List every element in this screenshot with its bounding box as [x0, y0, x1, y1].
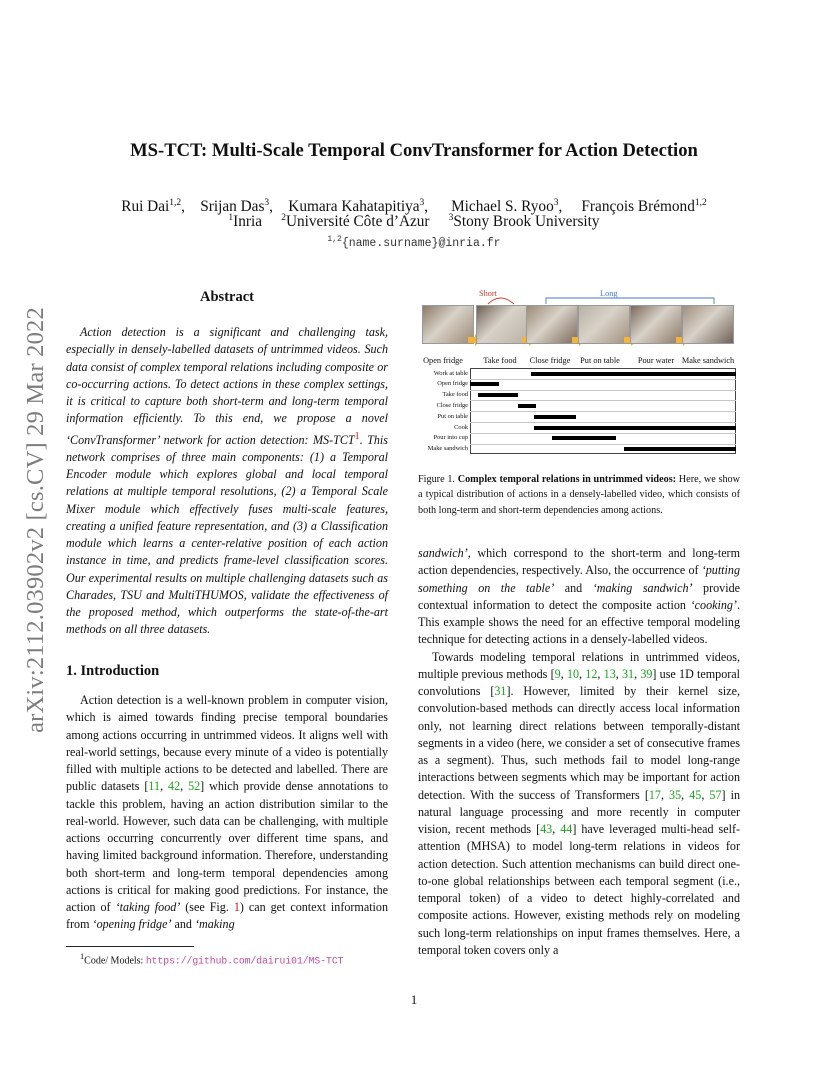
- timeline-action-bar: [470, 382, 499, 386]
- timeline-gridline: [470, 411, 736, 412]
- timeline-gridline: [470, 444, 736, 445]
- affiliations: [0, 213, 828, 231]
- affiliation: $^1$Inria: [228, 213, 263, 231]
- section-heading-introduction: 1. Introduction: [66, 663, 160, 679]
- video-frame-thumbnail: [630, 305, 682, 344]
- citation-link[interactable]: 57: [709, 787, 722, 802]
- author: Michael S. Ryoo$^3$: [451, 198, 559, 216]
- timeline-gridline: [470, 433, 736, 434]
- short-label: Short: [479, 289, 497, 298]
- frame-label: Pour water: [637, 356, 675, 365]
- timeline-gridline: [470, 379, 736, 380]
- citation-link[interactable]: 42: [168, 779, 181, 794]
- video-frame-thumbnail: [578, 305, 630, 344]
- timeline-action-bar: [478, 393, 518, 397]
- author: Rui Dai$^{1,2}$: [121, 198, 182, 216]
- citation-link[interactable]: 43: [540, 822, 553, 836]
- timeline-row-label: Put on table: [437, 412, 468, 420]
- code-url-link[interactable]: https://github.com/dairui01/MS-TCT: [145, 955, 344, 967]
- footnote-rule: [66, 946, 194, 947]
- citation-link[interactable]: 11: [148, 779, 161, 794]
- citation-link[interactable]: 10: [566, 666, 580, 681]
- right-column-body: sandwich’, which correspond to the short-term and long-term action dependencies, respectively. Also, the occurrence of ‘putting something on the table’ and ‘making sandwich’ provide contextual information to detect the composite action ‘cooking’. This example shows the need for an effective temporal modeling technique for detecting actions in a densely-labelled videos. Towards modeling temporal relations in untrimmed videos, multiple previous methods [9, 10, 12, 13, 31, 39] use 1D temporal convolutions [31]. However, limited by their kernel size, convolution-based methods can directly access local information only, not learning direct relations between temporally-distant segments in a video (here, we consider a set of consecutive frames as a segment). Thus, such methods fail to model long-range interactions between segments which may be important for action detection. With the success of Transformers [17, 35, 45, 57] in natural language processing and more recently in computer vision, recent methods [43, 44] have leveraged multi-head self-attention (MHSA) to model long-term relations in videos for action detection. Such attention mechanisms can build direct one-to-one global relationships between each temporal segment (i.e., temporal token) of a video to detect highly-correlated and composite actions. However, existing methods rely on modeling such long-term relationships on input frames themselves. Here, a temporal token covers only a: [418, 546, 741, 957]
- author: Kumara Kahatapitiya$^3$: [288, 198, 425, 216]
- timeline-gridline: [470, 400, 736, 401]
- citation-link[interactable]: 9: [554, 666, 561, 681]
- timeline-action-bar: [624, 447, 736, 451]
- citation-link[interactable]: 17: [648, 787, 661, 802]
- timeline-row-label: Work at table: [433, 369, 468, 377]
- author-email: $^{1,2}${name.surname}@inria.fr: [327, 235, 501, 250]
- action-timeline-chart: [418, 368, 740, 458]
- abstract-body: Action detection is a significant and challenging task, especially in densely-labelled datasets of untrimmed videos. Such data consist of complex temporal relations including composite or co-occurring actions. To detect actions in these complex settings, it is critical to capture both short-term and long-term temporal information efficiently. To this end, we propose a novel ‘ConvTransformer’ network for action detection: MS-TCT$^1$. This network comprises of three main components: (1) a Temporal Encoder module which explores global and local temporal relations at multiple temporal resolutions, (2) a Temporal Scale Mixer module which effectively fuses multi-scale features, creating a unified feature representation, and (3) a Classification module which learns a center-relative position of each action instance in time, and predicts frame-level classification scores. Our experimental results on multiple challenging datasets such as Charades, TSU and MultiTHUMOS, validate the effectiveness of the proposed method, which outperforms the state-of-the-art methods on all three datasets.: [66, 325, 388, 637]
- citation-link[interactable]: 31: [621, 666, 635, 681]
- timeline-action-bar: [518, 404, 537, 408]
- timeline-row-label: Close fridge: [436, 401, 468, 409]
- frame-label: Take food: [483, 356, 517, 365]
- footnote-marker[interactable]: 1: [354, 430, 360, 442]
- citation-link[interactable]: 13: [603, 666, 616, 681]
- video-frame-thumbnail: [682, 305, 734, 344]
- video-frame-thumbnail: [476, 305, 528, 344]
- page-number: 1: [410, 992, 418, 1007]
- long-label: Long: [600, 289, 618, 298]
- citation-link[interactable]: 45: [689, 787, 702, 802]
- arxiv-sidebar: [18, 280, 54, 760]
- figure-caption: Figure 1. Complex temporal relations in untrimmed videos: Here, we show a typical distribution of actions in a densely-labelled video, which consists of both long-term and short-term dependencies among actions.: [418, 474, 741, 516]
- timeline-action-bar: [534, 415, 577, 419]
- video-frame-thumbnail: [526, 305, 578, 344]
- timeline-row-label: Pour into cup: [433, 434, 468, 442]
- affiliation: $^2$Université Côte d’Azur: [281, 213, 430, 231]
- timeline-action-bar: [534, 426, 736, 430]
- citation-link[interactable]: 31: [494, 684, 507, 698]
- citation-link[interactable]: 12: [585, 666, 598, 681]
- figure-1: [418, 288, 740, 460]
- introduction-body: Action detection is a well-known problem in computer vision, which is aimed towards finding precise temporal boundaries among actions occurring in untrimmed videos. It aligns well with real-world settings, because every minute of a video is potentially filled with multiple actions to be detected and labelled. There are public datasets [11, 42, 52] which provide dense annotations to tackle this problem, having an action distribution similar to the real-world. However, such data can be challenging, with multiple actions occurring concurrently over different time spans, and having limited background information. Therefore, understanding both short-term and long-term temporal dependencies among actions is critical for making good predictions. For instance, the action of ‘taking food’ (see Fig. 1) can get context information from ‘opening fridge’ and ‘making: [66, 693, 389, 932]
- author: François Brémond$^{1,2}$: [581, 198, 707, 216]
- author-list: Rui Dai$^{1,2}$, Srijan Das$^3$, Kumara Kahatapitiya$^3$, Michael S. Ryoo$^3$, François Brémond$^{1,2}$: [121, 198, 707, 216]
- frame-label: Open fridge: [423, 356, 463, 365]
- footnote: $^1$Code/ Models: https://github.com/dairui01/MS-TCT: [80, 952, 344, 967]
- citation-link[interactable]: 39: [640, 666, 653, 681]
- abstract-heading: Abstract: [200, 289, 254, 305]
- timeline-action-bar: [531, 372, 736, 376]
- timeline-row-label: Take food: [442, 391, 468, 399]
- arxiv-id: arXiv:2112.03902v2 [cs.CV] 29 Mar 2022: [22, 307, 49, 733]
- frame-label: Make sandwich: [681, 356, 735, 365]
- frame-label: Put on table: [580, 356, 620, 365]
- author: Srijan Das$^3$: [200, 198, 270, 216]
- timeline-row-label: Make sandwich: [427, 445, 468, 453]
- citation-link[interactable]: 44: [560, 822, 573, 836]
- timeline-gridline: [470, 390, 736, 391]
- affiliation: $^3$Stony Brook University: [448, 213, 600, 231]
- timeline-row-label: Open fridge: [437, 380, 468, 388]
- timeline-action-bar: [552, 436, 616, 440]
- timeline-row-label: Cook: [454, 423, 468, 431]
- citation-link[interactable]: 35: [669, 787, 682, 802]
- citation-link[interactable]: 52: [188, 779, 201, 794]
- paper-title: MS-TCT: Multi-Scale Temporal ConvTransformer for Action Detection: [130, 140, 698, 161]
- timeline-gridline: [470, 422, 736, 423]
- figure-ref-link[interactable]: 1: [233, 900, 240, 914]
- video-frame-thumbnail: [422, 305, 474, 344]
- frame-label: Close fridge: [529, 356, 571, 365]
